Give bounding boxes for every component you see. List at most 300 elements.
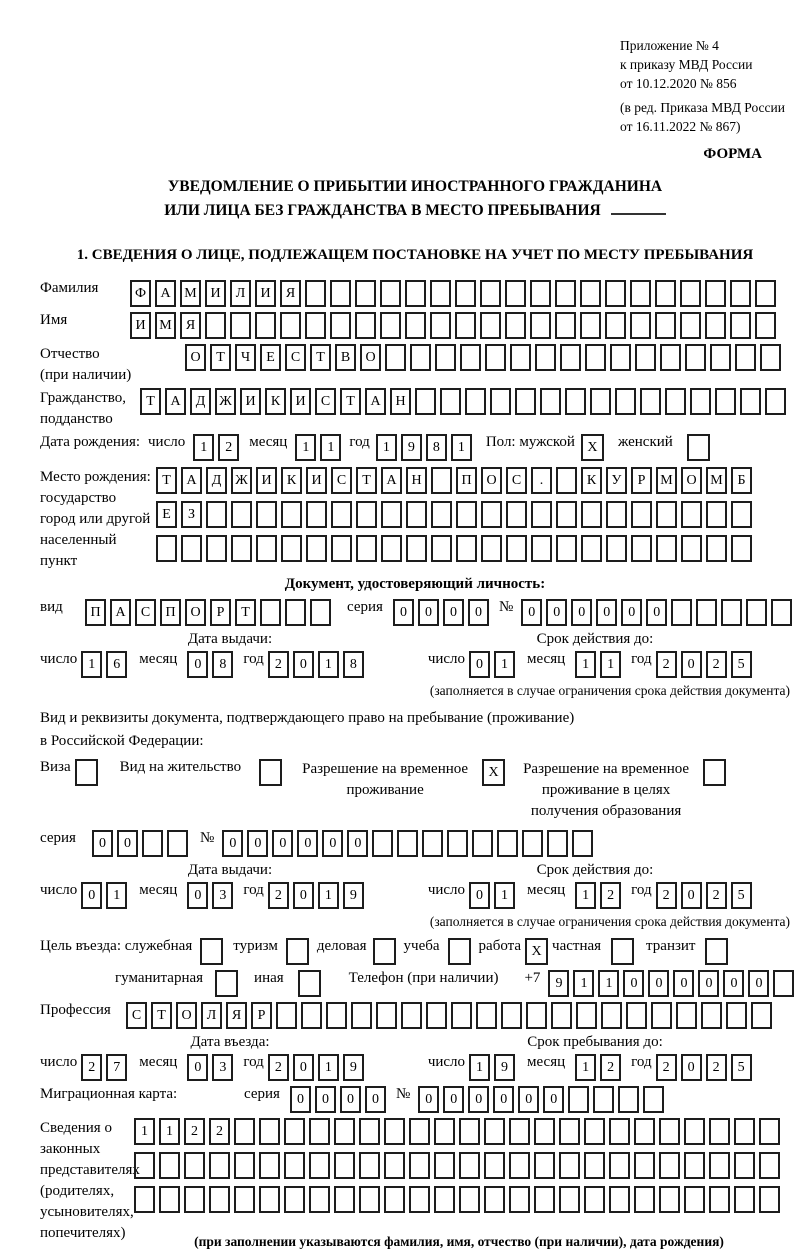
entry-month-cells[interactable] bbox=[187, 1054, 237, 1081]
char-cell[interactable] bbox=[505, 312, 526, 339]
char-cell[interactable] bbox=[426, 1002, 447, 1029]
stay-month-cells[interactable] bbox=[575, 1054, 625, 1081]
identity-valid-month-cells[interactable] bbox=[575, 651, 625, 678]
identity-issue-year-cells[interactable] bbox=[268, 651, 368, 678]
char-cell[interactable]: Т bbox=[356, 467, 377, 494]
char-cell[interactable]: И bbox=[205, 280, 226, 307]
char-cell[interactable]: 0 bbox=[673, 970, 694, 997]
char-cell[interactable] bbox=[434, 1186, 455, 1213]
char-cell[interactable] bbox=[746, 599, 767, 626]
char-cell[interactable] bbox=[422, 830, 443, 857]
residence-valid-month-cells[interactable] bbox=[575, 882, 625, 909]
char-cell[interactable] bbox=[301, 1002, 322, 1029]
char-cell[interactable] bbox=[730, 280, 751, 307]
char-cell[interactable] bbox=[710, 344, 731, 371]
char-cell[interactable] bbox=[451, 1002, 472, 1029]
char-cell[interactable] bbox=[430, 312, 451, 339]
char-cell[interactable]: А bbox=[165, 388, 186, 415]
char-cell[interactable] bbox=[405, 280, 426, 307]
char-cell[interactable]: Б bbox=[731, 467, 752, 494]
char-cell[interactable] bbox=[306, 535, 327, 562]
char-cell[interactable]: И bbox=[290, 388, 311, 415]
char-cell[interactable] bbox=[534, 1118, 555, 1145]
char-cell[interactable]: А bbox=[365, 388, 386, 415]
char-cell[interactable]: 2 bbox=[706, 651, 727, 678]
char-cell[interactable]: 1 bbox=[575, 651, 596, 678]
char-cell[interactable] bbox=[755, 280, 776, 307]
char-cell[interactable] bbox=[610, 344, 631, 371]
char-cell[interactable] bbox=[735, 344, 756, 371]
char-cell[interactable]: 1 bbox=[494, 882, 515, 909]
char-cell[interactable] bbox=[455, 312, 476, 339]
char-cell[interactable] bbox=[651, 1002, 672, 1029]
char-cell[interactable]: 0 bbox=[293, 882, 314, 909]
char-cell[interactable]: 0 bbox=[315, 1086, 336, 1113]
char-cell[interactable] bbox=[684, 1186, 705, 1213]
char-cell[interactable]: Т bbox=[140, 388, 161, 415]
residence-issue-day-cells[interactable] bbox=[81, 882, 131, 909]
char-cell[interactable] bbox=[765, 388, 786, 415]
char-cell[interactable]: 9 bbox=[494, 1054, 515, 1081]
char-cell[interactable] bbox=[705, 312, 726, 339]
char-cell[interactable]: 8 bbox=[426, 434, 447, 461]
char-cell[interactable]: 0 bbox=[748, 970, 769, 997]
char-cell[interactable] bbox=[455, 280, 476, 307]
purpose-work-checkbox[interactable]: X bbox=[525, 938, 548, 965]
char-cell[interactable] bbox=[142, 830, 163, 857]
char-cell[interactable] bbox=[355, 312, 376, 339]
char-cell[interactable] bbox=[734, 1186, 755, 1213]
char-cell[interactable]: А bbox=[110, 599, 131, 626]
char-cell[interactable] bbox=[581, 535, 602, 562]
identity-series-cells[interactable] bbox=[393, 599, 493, 626]
char-cell[interactable] bbox=[385, 344, 406, 371]
char-cell[interactable] bbox=[480, 312, 501, 339]
char-cell[interactable] bbox=[584, 1152, 605, 1179]
char-cell[interactable] bbox=[330, 312, 351, 339]
char-cell[interactable] bbox=[447, 830, 468, 857]
char-cell[interactable]: Я bbox=[180, 312, 201, 339]
char-cell[interactable] bbox=[734, 1152, 755, 1179]
identity-type-cells[interactable] bbox=[85, 599, 335, 626]
birth-place-cells-row2[interactable] bbox=[156, 501, 756, 528]
char-cell[interactable]: 0 bbox=[468, 1086, 489, 1113]
char-cell[interactable]: Н bbox=[406, 467, 427, 494]
char-cell[interactable] bbox=[410, 344, 431, 371]
char-cell[interactable] bbox=[231, 535, 252, 562]
char-cell[interactable]: Р bbox=[210, 599, 231, 626]
char-cell[interactable]: 0 bbox=[571, 599, 592, 626]
char-cell[interactable] bbox=[593, 1086, 614, 1113]
char-cell[interactable]: Ф bbox=[130, 280, 151, 307]
char-cell[interactable] bbox=[459, 1186, 480, 1213]
char-cell[interactable]: П bbox=[456, 467, 477, 494]
char-cell[interactable] bbox=[734, 1118, 755, 1145]
char-cell[interactable] bbox=[606, 535, 627, 562]
char-cell[interactable]: 0 bbox=[493, 1086, 514, 1113]
char-cell[interactable]: 1 bbox=[159, 1118, 180, 1145]
char-cell[interactable]: С bbox=[315, 388, 336, 415]
char-cell[interactable]: 0 bbox=[293, 1054, 314, 1081]
char-cell[interactable] bbox=[184, 1152, 205, 1179]
char-cell[interactable] bbox=[605, 280, 626, 307]
char-cell[interactable] bbox=[535, 344, 556, 371]
char-cell[interactable] bbox=[309, 1152, 330, 1179]
char-cell[interactable] bbox=[696, 599, 717, 626]
char-cell[interactable]: 3 bbox=[212, 882, 233, 909]
char-cell[interactable] bbox=[715, 388, 736, 415]
char-cell[interactable]: 0 bbox=[247, 830, 268, 857]
char-cell[interactable] bbox=[285, 599, 306, 626]
char-cell[interactable] bbox=[706, 501, 727, 528]
char-cell[interactable]: Т bbox=[156, 467, 177, 494]
char-cell[interactable]: П bbox=[85, 599, 106, 626]
entry-year-cells[interactable] bbox=[268, 1054, 368, 1081]
char-cell[interactable]: К bbox=[281, 467, 302, 494]
residence-valid-day-cells[interactable] bbox=[469, 882, 519, 909]
char-cell[interactable] bbox=[409, 1152, 430, 1179]
char-cell[interactable] bbox=[476, 1002, 497, 1029]
char-cell[interactable]: С bbox=[135, 599, 156, 626]
char-cell[interactable]: Ч bbox=[235, 344, 256, 371]
char-cell[interactable]: 2 bbox=[656, 651, 677, 678]
char-cell[interactable] bbox=[705, 280, 726, 307]
char-cell[interactable] bbox=[631, 501, 652, 528]
char-cell[interactable] bbox=[590, 388, 611, 415]
char-cell[interactable]: 0 bbox=[187, 882, 208, 909]
char-cell[interactable] bbox=[584, 1118, 605, 1145]
char-cell[interactable] bbox=[580, 280, 601, 307]
char-cell[interactable] bbox=[230, 312, 251, 339]
char-cell[interactable] bbox=[356, 501, 377, 528]
char-cell[interactable]: 2 bbox=[209, 1118, 230, 1145]
char-cell[interactable]: Л bbox=[230, 280, 251, 307]
char-cell[interactable] bbox=[281, 501, 302, 528]
char-cell[interactable] bbox=[326, 1002, 347, 1029]
char-cell[interactable] bbox=[209, 1152, 230, 1179]
char-cell[interactable] bbox=[281, 535, 302, 562]
char-cell[interactable]: 0 bbox=[698, 970, 719, 997]
char-cell[interactable] bbox=[276, 1002, 297, 1029]
char-cell[interactable] bbox=[431, 535, 452, 562]
char-cell[interactable] bbox=[381, 535, 402, 562]
char-cell[interactable]: 1 bbox=[598, 970, 619, 997]
char-cell[interactable]: С bbox=[126, 1002, 147, 1029]
char-cell[interactable] bbox=[515, 388, 536, 415]
char-cell[interactable] bbox=[206, 535, 227, 562]
char-cell[interactable] bbox=[310, 599, 331, 626]
char-cell[interactable] bbox=[680, 280, 701, 307]
char-cell[interactable]: 0 bbox=[681, 882, 702, 909]
char-cell[interactable]: 0 bbox=[443, 1086, 464, 1113]
char-cell[interactable] bbox=[406, 535, 427, 562]
entry-day-cells[interactable] bbox=[81, 1054, 131, 1081]
char-cell[interactable] bbox=[334, 1118, 355, 1145]
char-cell[interactable] bbox=[751, 1002, 772, 1029]
char-cell[interactable] bbox=[381, 501, 402, 528]
char-cell[interactable]: 0 bbox=[521, 599, 542, 626]
char-cell[interactable] bbox=[556, 501, 577, 528]
char-cell[interactable] bbox=[465, 388, 486, 415]
char-cell[interactable] bbox=[560, 344, 581, 371]
char-cell[interactable]: 5 bbox=[731, 1054, 752, 1081]
patronymic-cells[interactable] bbox=[185, 344, 785, 371]
char-cell[interactable] bbox=[709, 1186, 730, 1213]
char-cell[interactable] bbox=[134, 1152, 155, 1179]
char-cell[interactable] bbox=[484, 1186, 505, 1213]
char-cell[interactable]: 2 bbox=[656, 1054, 677, 1081]
rvp-checkbox[interactable]: X bbox=[482, 759, 505, 786]
char-cell[interactable] bbox=[555, 312, 576, 339]
char-cell[interactable]: 7 bbox=[106, 1054, 127, 1081]
char-cell[interactable] bbox=[205, 312, 226, 339]
char-cell[interactable] bbox=[472, 830, 493, 857]
char-cell[interactable] bbox=[609, 1152, 630, 1179]
char-cell[interactable]: О bbox=[176, 1002, 197, 1029]
char-cell[interactable] bbox=[559, 1118, 580, 1145]
char-cell[interactable] bbox=[721, 599, 742, 626]
char-cell[interactable] bbox=[555, 280, 576, 307]
char-cell[interactable]: 9 bbox=[401, 434, 422, 461]
char-cell[interactable] bbox=[656, 501, 677, 528]
char-cell[interactable] bbox=[551, 1002, 572, 1029]
char-cell[interactable] bbox=[356, 535, 377, 562]
char-cell[interactable] bbox=[706, 535, 727, 562]
char-cell[interactable] bbox=[359, 1152, 380, 1179]
char-cell[interactable] bbox=[159, 1186, 180, 1213]
char-cell[interactable]: У bbox=[606, 467, 627, 494]
char-cell[interactable]: 1 bbox=[193, 434, 214, 461]
char-cell[interactable]: 0 bbox=[187, 651, 208, 678]
char-cell[interactable] bbox=[559, 1152, 580, 1179]
char-cell[interactable] bbox=[397, 830, 418, 857]
char-cell[interactable] bbox=[681, 535, 702, 562]
char-cell[interactable] bbox=[405, 312, 426, 339]
char-cell[interactable]: А bbox=[181, 467, 202, 494]
identity-issue-month-cells[interactable] bbox=[187, 651, 237, 678]
char-cell[interactable]: 8 bbox=[212, 651, 233, 678]
char-cell[interactable] bbox=[606, 501, 627, 528]
char-cell[interactable]: 1 bbox=[494, 651, 515, 678]
char-cell[interactable] bbox=[540, 388, 561, 415]
char-cell[interactable] bbox=[609, 1186, 630, 1213]
char-cell[interactable]: 1 bbox=[320, 434, 341, 461]
char-cell[interactable]: 9 bbox=[343, 882, 364, 909]
char-cell[interactable]: О bbox=[360, 344, 381, 371]
char-cell[interactable] bbox=[401, 1002, 422, 1029]
residence-number-cells[interactable] bbox=[222, 830, 597, 857]
char-cell[interactable]: О bbox=[185, 344, 206, 371]
char-cell[interactable]: 0 bbox=[290, 1086, 311, 1113]
char-cell[interactable] bbox=[259, 1186, 280, 1213]
char-cell[interactable]: 0 bbox=[596, 599, 617, 626]
char-cell[interactable]: 2 bbox=[268, 882, 289, 909]
char-cell[interactable] bbox=[284, 1118, 305, 1145]
char-cell[interactable] bbox=[605, 312, 626, 339]
char-cell[interactable]: 2 bbox=[706, 882, 727, 909]
profession-cells[interactable] bbox=[126, 1002, 776, 1029]
char-cell[interactable] bbox=[530, 312, 551, 339]
char-cell[interactable]: Я bbox=[226, 1002, 247, 1029]
char-cell[interactable] bbox=[773, 970, 794, 997]
char-cell[interactable] bbox=[380, 312, 401, 339]
char-cell[interactable]: 0 bbox=[365, 1086, 386, 1113]
char-cell[interactable]: К bbox=[265, 388, 286, 415]
char-cell[interactable] bbox=[731, 501, 752, 528]
char-cell[interactable] bbox=[526, 1002, 547, 1029]
char-cell[interactable]: В bbox=[335, 344, 356, 371]
char-cell[interactable]: 6 bbox=[106, 651, 127, 678]
char-cell[interactable] bbox=[156, 535, 177, 562]
char-cell[interactable] bbox=[581, 501, 602, 528]
char-cell[interactable]: 1 bbox=[575, 1054, 596, 1081]
char-cell[interactable] bbox=[534, 1152, 555, 1179]
char-cell[interactable] bbox=[556, 467, 577, 494]
purpose-transit-checkbox[interactable] bbox=[705, 938, 728, 965]
char-cell[interactable] bbox=[509, 1152, 530, 1179]
char-cell[interactable] bbox=[531, 501, 552, 528]
char-cell[interactable] bbox=[771, 599, 792, 626]
representatives-cells-row1[interactable] bbox=[134, 1118, 784, 1145]
char-cell[interactable] bbox=[485, 344, 506, 371]
identity-valid-year-cells[interactable] bbox=[656, 651, 756, 678]
char-cell[interactable]: И bbox=[256, 467, 277, 494]
char-cell[interactable] bbox=[630, 312, 651, 339]
char-cell[interactable] bbox=[510, 344, 531, 371]
char-cell[interactable]: 0 bbox=[81, 882, 102, 909]
char-cell[interactable]: 0 bbox=[297, 830, 318, 857]
char-cell[interactable] bbox=[580, 312, 601, 339]
char-cell[interactable] bbox=[309, 1186, 330, 1213]
char-cell[interactable]: 0 bbox=[347, 830, 368, 857]
char-cell[interactable] bbox=[231, 501, 252, 528]
char-cell[interactable] bbox=[284, 1186, 305, 1213]
char-cell[interactable] bbox=[656, 535, 677, 562]
char-cell[interactable] bbox=[556, 535, 577, 562]
char-cell[interactable] bbox=[359, 1118, 380, 1145]
char-cell[interactable]: Т bbox=[340, 388, 361, 415]
char-cell[interactable]: И bbox=[240, 388, 261, 415]
rvp-education-checkbox[interactable] bbox=[703, 759, 726, 786]
birth-year-cells[interactable] bbox=[376, 434, 476, 461]
char-cell[interactable] bbox=[351, 1002, 372, 1029]
char-cell[interactable] bbox=[134, 1186, 155, 1213]
char-cell[interactable]: 0 bbox=[393, 599, 414, 626]
char-cell[interactable] bbox=[259, 1118, 280, 1145]
citizenship-cells[interactable] bbox=[140, 388, 790, 415]
char-cell[interactable] bbox=[334, 1186, 355, 1213]
char-cell[interactable]: Ж bbox=[231, 467, 252, 494]
char-cell[interactable]: 1 bbox=[106, 882, 127, 909]
char-cell[interactable]: 1 bbox=[469, 1054, 490, 1081]
char-cell[interactable]: 9 bbox=[548, 970, 569, 997]
char-cell[interactable] bbox=[615, 388, 636, 415]
char-cell[interactable] bbox=[209, 1186, 230, 1213]
char-cell[interactable] bbox=[434, 1118, 455, 1145]
char-cell[interactable] bbox=[459, 1152, 480, 1179]
char-cell[interactable] bbox=[309, 1118, 330, 1145]
identity-valid-day-cells[interactable] bbox=[469, 651, 519, 678]
char-cell[interactable] bbox=[626, 1002, 647, 1029]
char-cell[interactable] bbox=[659, 1118, 680, 1145]
char-cell[interactable] bbox=[259, 1152, 280, 1179]
char-cell[interactable] bbox=[456, 501, 477, 528]
char-cell[interactable]: 1 bbox=[575, 882, 596, 909]
char-cell[interactable] bbox=[631, 535, 652, 562]
char-cell[interactable]: 1 bbox=[134, 1118, 155, 1145]
char-cell[interactable] bbox=[684, 1152, 705, 1179]
char-cell[interactable]: 0 bbox=[322, 830, 343, 857]
char-cell[interactable] bbox=[355, 280, 376, 307]
sex-female-checkbox[interactable] bbox=[687, 434, 710, 461]
char-cell[interactable] bbox=[530, 280, 551, 307]
char-cell[interactable]: 0 bbox=[443, 599, 464, 626]
char-cell[interactable] bbox=[731, 535, 752, 562]
char-cell[interactable] bbox=[676, 1002, 697, 1029]
char-cell[interactable] bbox=[234, 1118, 255, 1145]
char-cell[interactable]: 0 bbox=[468, 599, 489, 626]
char-cell[interactable] bbox=[384, 1118, 405, 1145]
char-cell[interactable] bbox=[547, 830, 568, 857]
char-cell[interactable] bbox=[643, 1086, 664, 1113]
residence-valid-year-cells[interactable] bbox=[656, 882, 756, 909]
char-cell[interactable]: 2 bbox=[268, 1054, 289, 1081]
char-cell[interactable]: 1 bbox=[451, 434, 472, 461]
char-cell[interactable] bbox=[759, 1186, 780, 1213]
residence-series-cells[interactable] bbox=[92, 830, 192, 857]
char-cell[interactable]: 5 bbox=[731, 882, 752, 909]
char-cell[interactable]: Т bbox=[310, 344, 331, 371]
char-cell[interactable]: 2 bbox=[268, 651, 289, 678]
char-cell[interactable] bbox=[435, 344, 456, 371]
char-cell[interactable] bbox=[760, 344, 781, 371]
char-cell[interactable] bbox=[480, 280, 501, 307]
char-cell[interactable]: 0 bbox=[117, 830, 138, 857]
char-cell[interactable]: О bbox=[481, 467, 502, 494]
residence-issue-month-cells[interactable] bbox=[187, 882, 237, 909]
identity-issue-day-cells[interactable] bbox=[81, 651, 131, 678]
char-cell[interactable]: 1 bbox=[295, 434, 316, 461]
birth-day-cells[interactable] bbox=[193, 434, 243, 461]
char-cell[interactable] bbox=[584, 1186, 605, 1213]
char-cell[interactable]: 0 bbox=[646, 599, 667, 626]
char-cell[interactable]: Т bbox=[151, 1002, 172, 1029]
char-cell[interactable] bbox=[572, 830, 593, 857]
char-cell[interactable]: Н bbox=[390, 388, 411, 415]
char-cell[interactable] bbox=[234, 1152, 255, 1179]
char-cell[interactable] bbox=[709, 1118, 730, 1145]
char-cell[interactable] bbox=[256, 501, 277, 528]
char-cell[interactable] bbox=[434, 1152, 455, 1179]
char-cell[interactable]: 0 bbox=[681, 1054, 702, 1081]
char-cell[interactable] bbox=[490, 388, 511, 415]
char-cell[interactable]: Р bbox=[251, 1002, 272, 1029]
char-cell[interactable]: 9 bbox=[343, 1054, 364, 1081]
char-cell[interactable] bbox=[559, 1186, 580, 1213]
char-cell[interactable]: М bbox=[180, 280, 201, 307]
char-cell[interactable] bbox=[334, 1152, 355, 1179]
char-cell[interactable] bbox=[759, 1152, 780, 1179]
char-cell[interactable] bbox=[415, 388, 436, 415]
char-cell[interactable] bbox=[372, 830, 393, 857]
char-cell[interactable]: Е bbox=[260, 344, 281, 371]
char-cell[interactable] bbox=[484, 1118, 505, 1145]
char-cell[interactable]: 0 bbox=[543, 1086, 564, 1113]
char-cell[interactable] bbox=[384, 1152, 405, 1179]
char-cell[interactable]: 0 bbox=[92, 830, 113, 857]
char-cell[interactable] bbox=[484, 1152, 505, 1179]
char-cell[interactable] bbox=[376, 1002, 397, 1029]
